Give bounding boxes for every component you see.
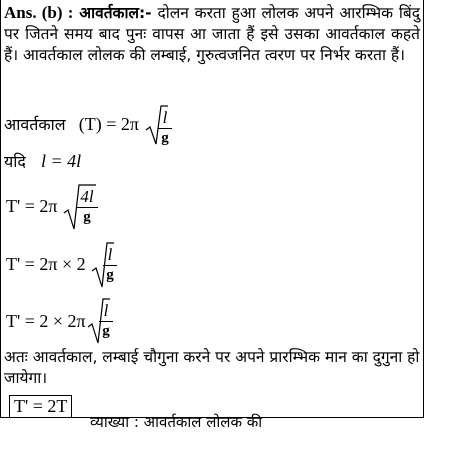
step-2-lhs: T' = 2π × 2 [6,254,86,274]
fraction-denominator: g [106,267,114,283]
answer-label: Ans. (b) : [4,3,74,22]
formula-prefix: आवर्तकाल [4,115,66,134]
fraction-bar [76,207,98,208]
step-3-fraction [99,301,113,339]
condition-expr: l = 4l [41,151,82,171]
result-box: T' = 2T [9,395,72,418]
cut-off-text: व्याख्या : आवर्तकाल लोलक की [90,413,263,431]
fraction-bar [158,128,172,129]
term-heading: आवर्तकाल:- [79,4,152,22]
fraction-denominator: g [102,323,110,339]
formula-lhs: (T) = 2π [78,114,139,134]
fraction-denominator: g [161,130,169,146]
fraction-bar [99,321,113,322]
formula-fraction [158,108,172,146]
fraction-numerator: 4l [80,187,94,206]
condition-line [4,150,81,172]
conclusion-text: अतः आवर्तकाल, लम्बाई चौगुना करने पर अपने प्रारम्भिक मान का दुगुना हो जायेगा। [4,348,420,387]
step-2-fraction [103,245,117,283]
fraction-numerator: l [162,108,168,127]
step-1-fraction [76,187,98,225]
condition-prefix: यदि [4,152,26,171]
definition-text: दोलन करता हुआ लोलक अपने आरम्भिक बिंदु पर जितने समय बाद पुनः वापस आ जाता हैं इसे उसका आवर्तकाल कहते हैं। आवर्तकाल लोलक की लम्बाई, गुरुत्वजनित त्वरण पर निर्भर करता हैं। [4,4,421,64]
fraction-numerator: l [107,245,113,264]
formula-line [4,113,139,135]
step-3-lhs: T' = 2 × 2π [6,311,86,331]
fraction-numerator: l [103,301,109,320]
fraction-denominator: g [83,209,91,225]
fraction-bar [103,265,117,266]
definition-paragraph [4,2,420,66]
step-1-lhs: T' = 2π [6,196,58,216]
